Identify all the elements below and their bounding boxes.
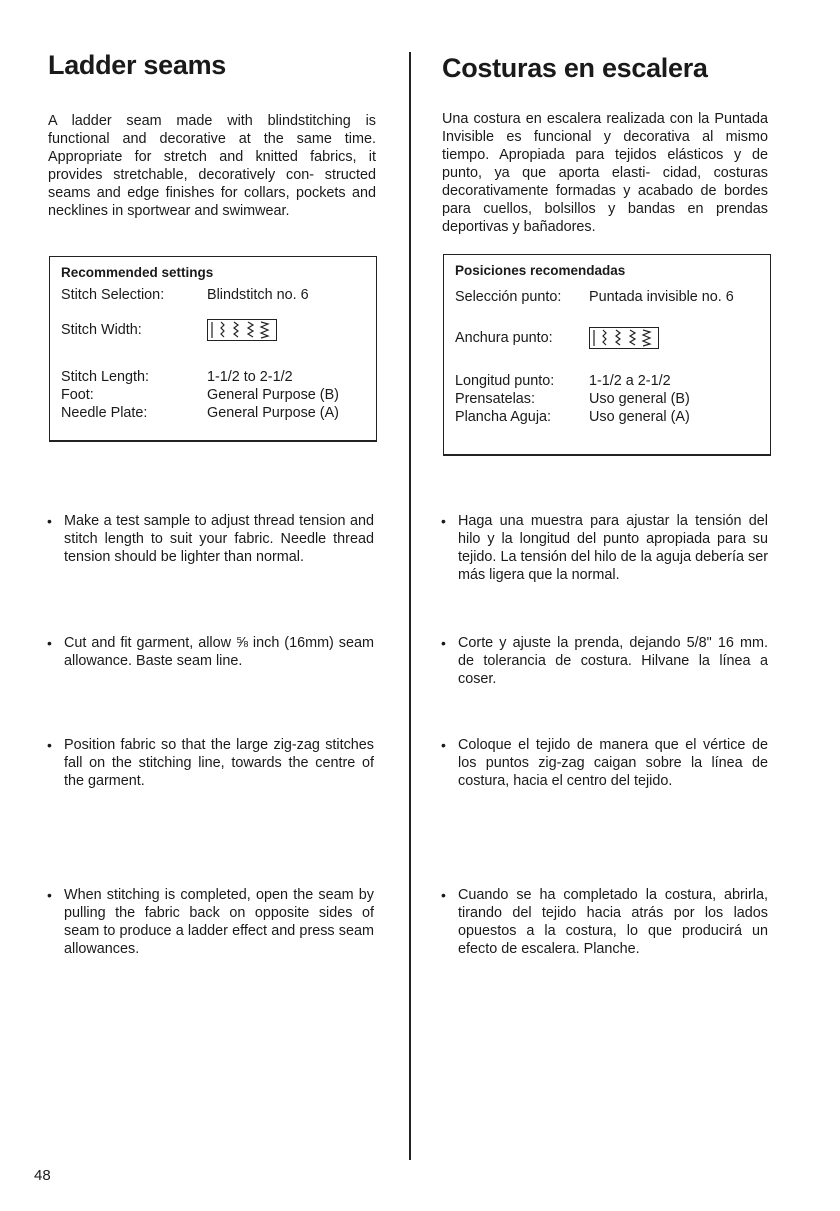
needle-plate-label: Needle Plate: [61, 405, 148, 421]
instruction-bullet: • Position fabric so that the large zig-zag stitches fall on the stitching line, towards the centre of the garment. [48, 736, 374, 790]
foot-row [455, 391, 690, 407]
needle-plate-value: Uso general (A) [589, 409, 690, 425]
stitch-width-indicator-icon [207, 319, 277, 341]
stitch-selection-row [61, 287, 309, 303]
stitch-length-label: Longitud punto: [455, 373, 555, 389]
instruction-bullet: • Coloque el tejido de manera que el vértice de los puntos zig-zag caigan sobre la línea de costura, hacia el centro del tejido. [442, 736, 768, 790]
settings-title: Posiciones recomendadas [455, 263, 626, 278]
stitch-width-row [455, 327, 659, 349]
stitch-selection-value: Blindstitch no. 6 [207, 287, 309, 303]
needle-plate-row [61, 405, 339, 421]
recommended-settings-box [443, 254, 771, 456]
stitch-length-row [61, 369, 293, 385]
stitch-width-label: Anchura punto: [455, 330, 553, 346]
stitch-selection-label: Selección punto: [455, 289, 562, 305]
intro-paragraph: Una costura en escalera realizada con la Puntada Invisible es funcional y decorativa al mismo tiempo. Apropiada para tejidos elásticos y de punto, ya que aporta elasti- cidad, costuras decorativamente formadas y acabado de bordes para cuellos, bolsillos y bandas en prendas deportivas y bañadores. [442, 111, 768, 235]
stitch-length-row [455, 373, 671, 389]
instruction-bullet: • Haga una muestra para ajustar la tensión del hilo y la longitud del punto apropiada para su tejido. La tensión del hilo de la aguja debería ser más ligera que la normal. [442, 512, 768, 584]
stitch-selection-row [455, 289, 734, 305]
section-title: Ladder seams [48, 50, 226, 80]
section-title: Costuras en escalera [442, 53, 708, 83]
stitch-length-label: Stitch Length: [61, 369, 150, 385]
stitch-length-value: 1-1/2 a 2-1/2 [589, 373, 671, 389]
needle-plate-label: Plancha Aguja: [455, 409, 552, 425]
foot-label: Foot: [61, 387, 94, 403]
foot-label: Prensatelas: [455, 391, 535, 407]
instruction-bullet: • Make a test sample to adjust thread tension and stitch length to suit your fabric. Needle thread tension should be lighter than normal. [48, 512, 374, 566]
needle-plate-row [455, 409, 690, 425]
recommended-settings-box [49, 256, 377, 442]
stitch-selection-label: Stitch Selection: [61, 287, 165, 303]
instruction-bullet: • Corte y ajuste la prenda, dejando 5/8" 16 mm. de tolerancia de costura. Hilvane la línea a coser. [442, 634, 768, 688]
stitch-width-label: Stitch Width: [61, 322, 142, 338]
instruction-bullet: • Cut and fit garment, allow ⅝ inch (16mm) seam allowance. Baste seam line. [48, 634, 374, 670]
stitch-width-indicator-icon [589, 327, 659, 349]
instruction-bullet: • Cuando se ha completado la costura, abrirla, tirando del tejido hacia atrás por los lados opuestos a la costura, lo que producirá un efecto de escalera. Planche. [442, 886, 768, 958]
foot-value: General Purpose (B) [207, 387, 339, 403]
column-divider [409, 52, 411, 1160]
settings-title: Recommended settings [61, 265, 214, 280]
stitch-length-value: 1-1/2 to 2-1/2 [207, 369, 293, 385]
intro-paragraph: A ladder seam made with blindstitching is functional and decorative at the same time. Appropriate for stretch and knitted fabrics, it provides stretchable, decoratively con- structed seams and edge finishes for collars, pockets and necklines in sportwear and swimwear. [48, 113, 376, 219]
instruction-bullet: • When stitching is completed, open the seam by pulling the fabric back on opposite sides of seam to produce a ladder effect and press seam allowances. [48, 886, 374, 958]
stitch-width-row [61, 319, 277, 341]
foot-row [61, 387, 339, 403]
page-number: 48 [34, 1167, 51, 1184]
needle-plate-value: General Purpose (A) [207, 405, 339, 421]
stitch-selection-value: Puntada invisible no. 6 [589, 289, 734, 305]
foot-value: Uso general (B) [589, 391, 690, 407]
